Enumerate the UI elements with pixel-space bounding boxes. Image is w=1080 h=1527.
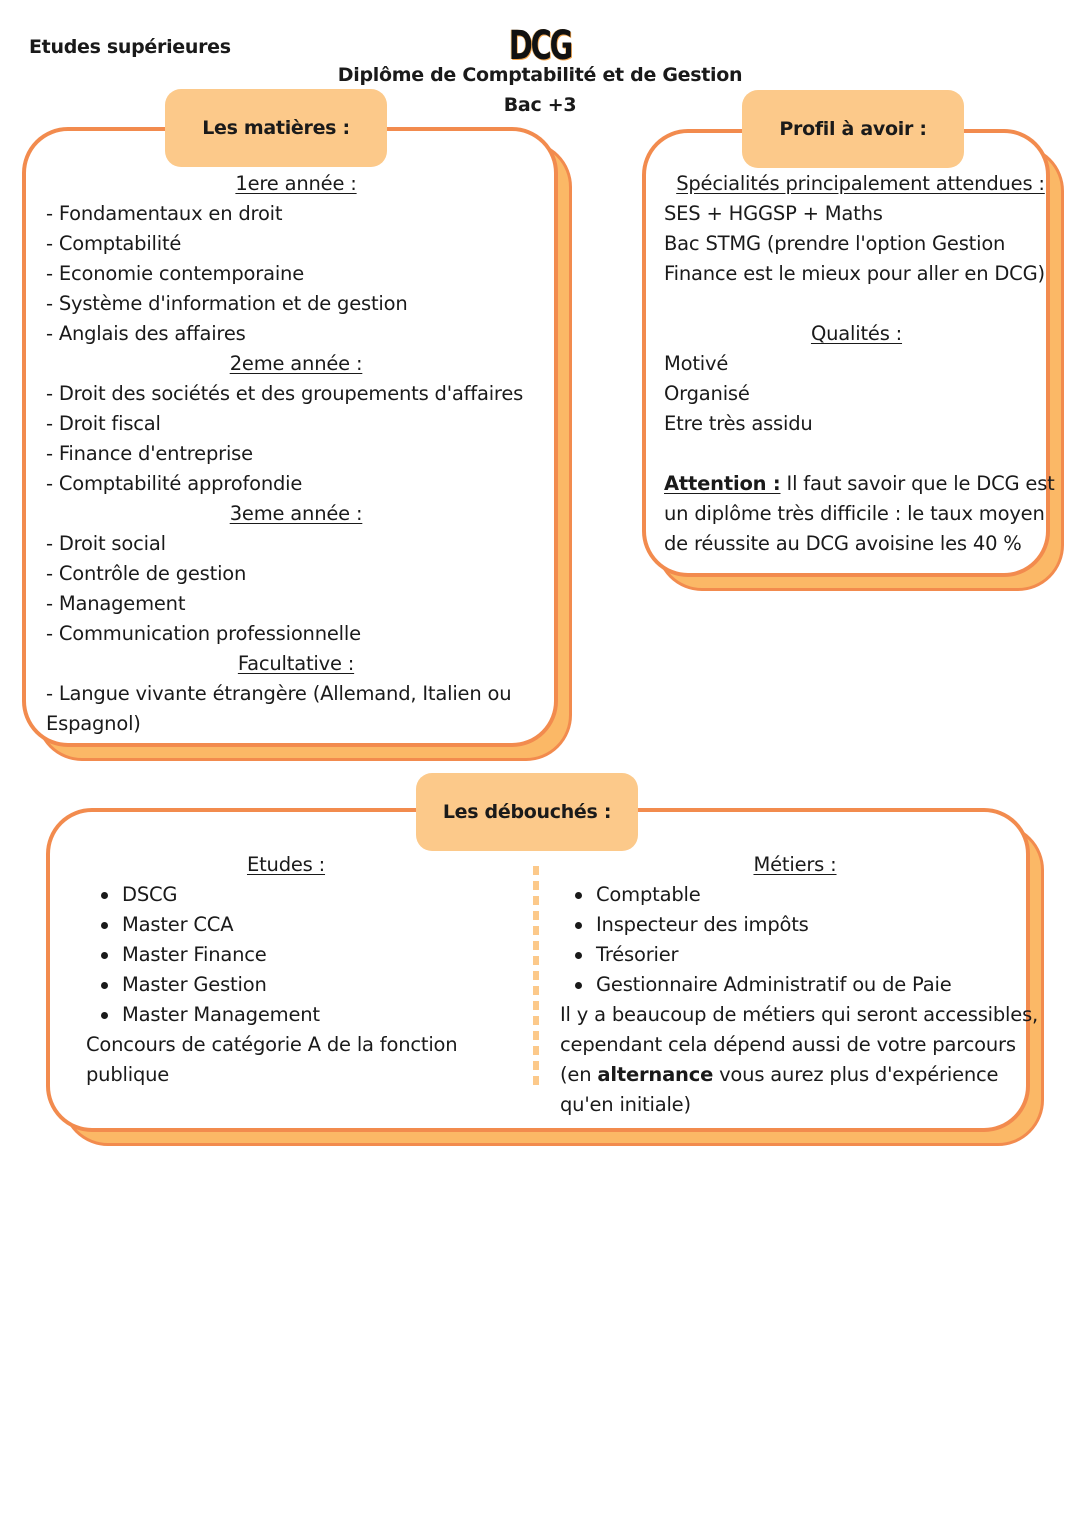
metiers-note: cependant cela dépend aussi de votre parcours: [560, 1033, 1016, 1056]
matiere-item: - Anglais des affaires: [46, 322, 246, 345]
etudes-heading: Etudes :: [246, 853, 326, 876]
etudes-note: Concours de catégorie A de la fonction: [86, 1033, 458, 1056]
profil-tag: Profil à avoir :: [742, 90, 964, 168]
metiers-note: [560, 1060, 1030, 1090]
etudes-list: [86, 880, 486, 1030]
specialites-heading: Spécialités principalement attendues :: [676, 172, 1045, 195]
etudes-item: Master Finance: [86, 940, 486, 970]
matiere-item: - Economie contemporaine: [46, 262, 305, 285]
matiere-item: - Comptabilité approfondie: [46, 472, 303, 495]
page-subtitle: Diplôme de Comptabilité et de Gestion: [337, 64, 743, 86]
matiere-item: - Langue vivante étrangère (Allemand, Italien ou: [46, 682, 512, 705]
matieres-card: [22, 127, 558, 747]
matiere-item: - Communication professionnelle: [46, 622, 361, 645]
matieres-heading-year1: 1ere année :: [235, 172, 357, 195]
matiere-item: - Droit social: [46, 532, 166, 555]
matiere-item: - Comptabilité: [46, 232, 182, 255]
matieres-tag: Les matières :: [165, 89, 387, 167]
matiere-item: - Système d'information et de gestion: [46, 292, 408, 315]
specialite-line: SES + HGGSP + Maths: [664, 202, 883, 225]
metiers-item: Comptable: [560, 880, 1030, 910]
matiere-item: Espagnol): [46, 712, 141, 735]
etudes-item: Master Gestion: [86, 970, 486, 1000]
column-divider: [533, 866, 539, 1086]
level-label: Bac +3: [503, 94, 577, 116]
qualite-item: Motivé: [664, 352, 729, 375]
matiere-item: - Droit des sociétés et des groupements d'affaires: [46, 382, 524, 405]
metiers-item: Inspecteur des impôts: [560, 910, 1030, 940]
metiers-list: [560, 880, 1030, 1000]
metiers-note: Il y a beaucoup de métiers qui seront accessibles,: [560, 1003, 1039, 1026]
attention-text: Il faut savoir que le DCG est: [780, 472, 1055, 495]
alternance-emphasis: alternance: [597, 1063, 714, 1086]
attention-label: Attention :: [664, 472, 781, 495]
matiere-item: - Droit fiscal: [46, 412, 161, 435]
qualites-heading: Qualités :: [810, 322, 903, 345]
matiere-item: - Fondamentaux en droit: [46, 202, 283, 225]
profil-card: [642, 129, 1055, 577]
metiers-item: Trésorier: [560, 940, 1030, 970]
matiere-item: - Contrôle de gestion: [46, 562, 247, 585]
matiere-item: - Management: [46, 592, 186, 615]
specialite-line: Finance est le mieux pour aller en DCG): [664, 262, 1045, 285]
metiers-note-text: vous aurez plus d'expérience: [713, 1063, 999, 1086]
matieres-heading-year3: 3eme année :: [229, 502, 363, 525]
metiers-note: qu'en initiale): [560, 1093, 691, 1116]
page-title: DCG: [508, 23, 572, 69]
category-label: Etudes supérieures: [29, 36, 231, 58]
matieres-heading-year2: 2eme année :: [229, 352, 363, 375]
metiers-note-text: (en: [560, 1063, 598, 1086]
metiers-item: Gestionnaire Administratif ou de Paie: [560, 970, 1030, 1000]
etudes-item: Master CCA: [86, 910, 486, 940]
etudes-item: DSCG: [86, 880, 486, 910]
metiers-heading: Métiers :: [753, 853, 837, 876]
qualite-item: Organisé: [664, 382, 750, 405]
attention-text: un diplôme très difficile : le taux moyen: [664, 502, 1045, 525]
debouches-tag: Les débouchés :: [416, 773, 638, 851]
matiere-item: - Finance d'entreprise: [46, 442, 253, 465]
matieres-heading-facultative: Facultative :: [237, 652, 355, 675]
qualite-item: Etre très assidu: [664, 412, 813, 435]
specialite-line: Bac STMG (prendre l'option Gestion: [664, 232, 1006, 255]
etudes-item: Master Management: [86, 1000, 486, 1030]
attention-text: de réussite au DCG avoisine les 40 %: [664, 532, 1022, 555]
etudes-note: publique: [86, 1063, 170, 1086]
